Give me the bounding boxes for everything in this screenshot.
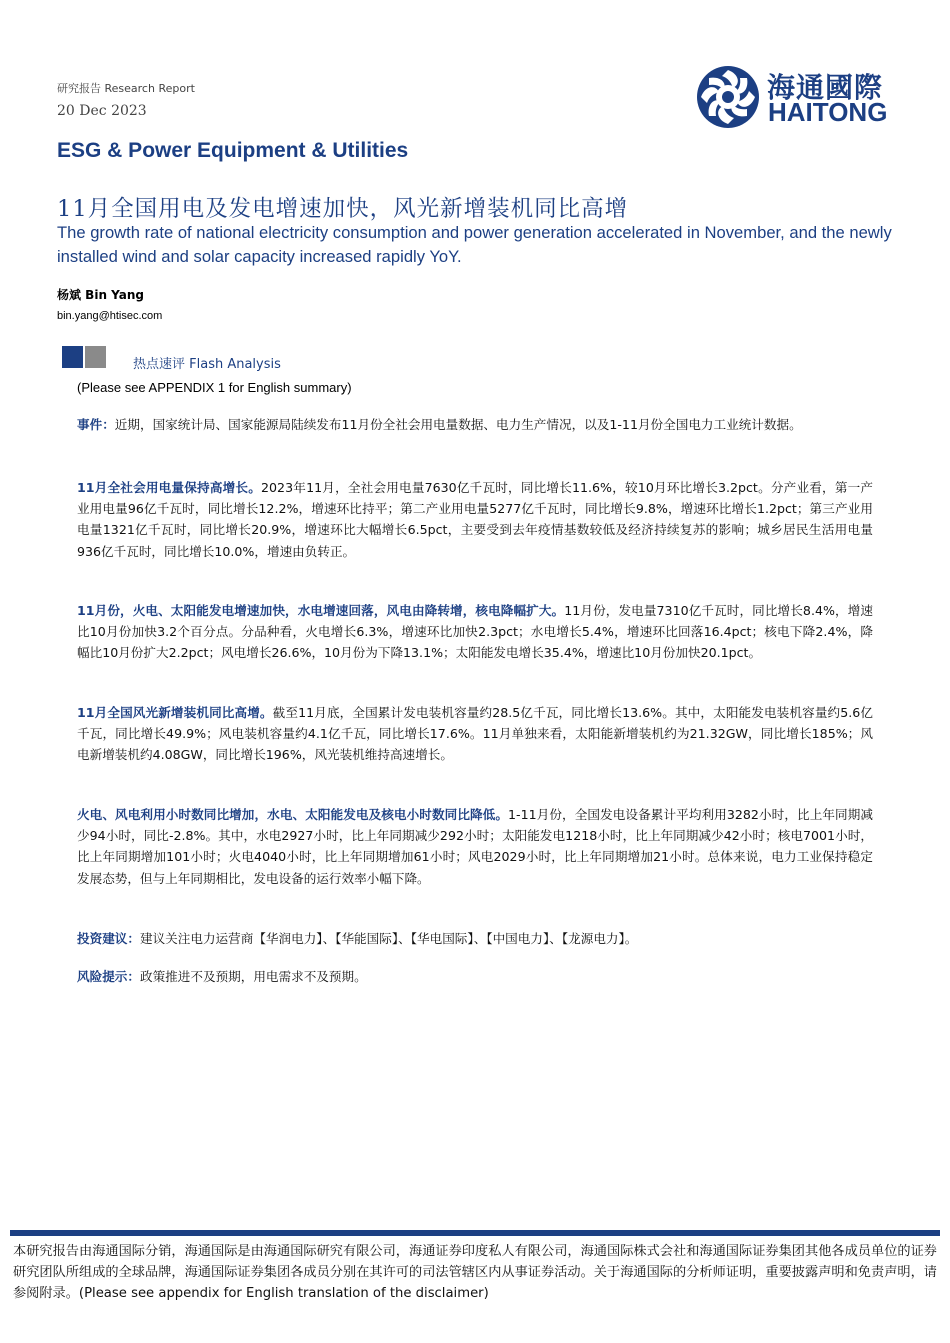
paragraph-lead: 火电、风电利用小时数同比增加，水电、太阳能发电及核电小时数同比降低。 — [77, 807, 509, 822]
paragraph-body: 11月份，发电量7310亿千瓦时，同比增长8.4%，增速比10月份加快3.2个百分点。分品种看，火电增长6.3%，增速环比加快2.3pct；水电增长5.4%，增速环比回落16.4pct；核电下降2.4%，降幅比10月份扩大2.2pct；风电增长26.6%，10月份为下降13.1%；太阳能发电增长35.4%，增速比10月份加快20.1pct。 — [77, 603, 874, 661]
paragraph-generation — [77, 600, 873, 664]
flash-marker-grey — [85, 346, 106, 368]
paragraph-lead: 投资建议： — [77, 931, 140, 946]
footer-divider — [10, 1230, 940, 1236]
flash-marker-blue — [62, 346, 83, 368]
appendix-note: (Please see APPENDIX 1 for English summary) — [77, 380, 352, 395]
logo-chinese-text: 海通國際 — [767, 71, 884, 104]
report-title-english: The growth rate of national electricity consumption and power generation accelerated in November, and the newly installed wind and solar capacity increased rapidly YoY. — [57, 223, 892, 266]
paragraph-lead: 11月份，火电、太阳能发电增速加快，水电增速回落，风电由降转增，核电降幅扩大。 — [77, 603, 565, 618]
paragraph-installed-capacity — [77, 702, 873, 766]
haitong-emblem-icon — [695, 64, 761, 130]
flash-analysis-label: 热点速评 Flash Analysis — [133, 357, 281, 372]
paragraph-consumption — [77, 477, 873, 562]
paragraph-utilization-hours — [77, 804, 873, 889]
logo-english-text: HAITONG — [768, 97, 888, 127]
paragraph-body: 截至11月底，全国累计发电装机容量约28.5亿千瓦，同比增长13.6%。其中，太阳能发电装机容量约5.6亿千瓦，同比增长49.9%；风电装机容量约4.1亿千瓦，同比增长17.6%。11月单独来看，太阳能新增装机约为21.32GW，同比增长185%；风电新增装机约4.08GW，同比增长196%，风光装机维持高速增长。 — [77, 705, 873, 763]
paragraph-lead: 11月全社会用电量保持高增长。 — [77, 480, 262, 495]
author-email[interactable]: bin.yang@htisec.com — [57, 310, 163, 322]
footer-disclaimer: 本研究报告由海通国际分销，海通国际是由海通国际研究有限公司，海通证券印度私人有限公司，海通国际株式会社和海通国际证券集团其他各成员单位的证券研究团队所组成的全球品牌，海通国际证券集团各成员分别在其许可的司法管辖区内从事证券活动。关于海通国际的分析师证明，重要披露声明和免责声明，请参阅附录。(Please see appendix for English translation of the disclaimer) — [13, 1244, 937, 1301]
author-name: 杨斌 Bin Yang — [57, 288, 144, 302]
document-type: 研究报告 Research Report — [57, 82, 195, 95]
sector-heading: ESG & Power Equipment & Utilities — [57, 139, 409, 162]
paragraph-investment-advice — [77, 928, 873, 949]
paragraph-body: 2023年11月，全社会用电量7630亿千瓦时，同比增长11.6%，较10月环比增长3.2pct。分产业看，第一产业用电量96亿千瓦时，同比增长12.2%，增速环比持平；第二产业用电量5277亿千瓦时，同比增长9.8%，增速环比增长1.2pct；第三产业用电量1321亿千瓦时，同比增长20.9%，增速环比大幅增长6.5pct，主要受到去年疫情基数较低及经济持续复苏的影响；城乡居民生活用电量936亿千瓦时，同比增长10.0%，增速由负转正。 — [77, 480, 873, 559]
report-date: 20 Dec 2023 — [57, 103, 147, 119]
paragraph-lead: 11月全国风光新增装机同比高增。 — [77, 705, 273, 720]
paragraph-body: 近期，国家统计局、国家能源局陆续发布11月份全社会用电量数据、电力生产情况，以及1-11月份全国电力工业统计数据。 — [114, 417, 802, 432]
paragraph-lead: 事件： — [77, 417, 115, 432]
paragraph-body: 建议关注电力运营商【华润电力】、【华能国际】、【华电国际】、【中国电力】、【龙源电力】。 — [139, 931, 638, 946]
paragraph-risk-warning — [77, 966, 873, 987]
paragraph-body: 政策推进不及预期，用电需求不及预期。 — [139, 969, 367, 984]
paragraph-event — [77, 414, 873, 435]
report-title-chinese: 11月全国用电及发电增速加快，风光新增装机同比高增 — [57, 196, 629, 222]
paragraph-body: 1-11月份，全国发电设备累计平均利用3282小时，比上年同期减少94小时，同比-2.8%。其中，水电2927小时，比上年同期减少292小时；太阳能发电1218小时，比上年同期减少42小时；核电7001小时，比上年同期增加101小时；火电4040小时，比上年同期增加61小时；风电2029小时，比上年同期增加21小时。总体来说，电力工业保持稳定发展态势，但与上年同期相比，发电设备的运行效率小幅下降。 — [77, 807, 873, 886]
paragraph-lead: 风险提示： — [77, 969, 140, 984]
